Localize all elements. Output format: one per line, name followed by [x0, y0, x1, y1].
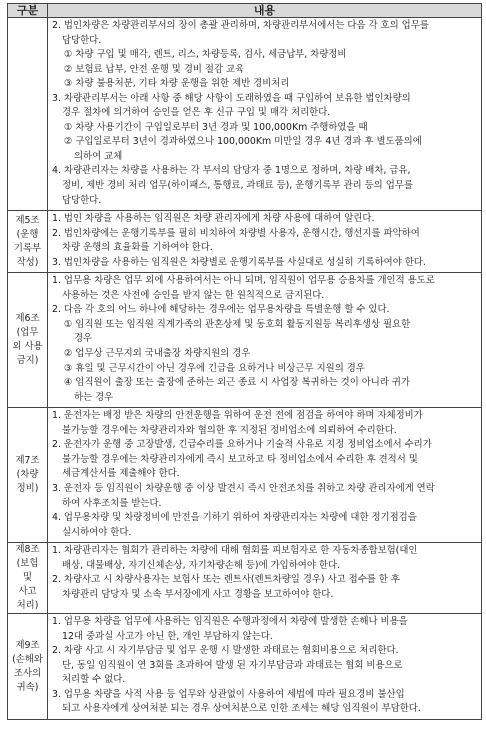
article-label-line: 기록부	[13, 242, 42, 254]
article-content	[48, 273, 482, 408]
content-line: ② 구입일로부터 3년이 경과하였으나 100,000Km 미만일 경우 4년 경과 후 별도품의에	[64, 136, 422, 148]
regulation-table	[7, 3, 482, 720]
article-label	[8, 18, 48, 211]
content-line: 담당한다.	[62, 194, 102, 206]
article-label-line: (운행	[16, 228, 39, 240]
article-label-line: (손해와	[12, 653, 43, 665]
content-line: 2. 법인차량은 차량관리부서의 장이 총괄 관리하며, 차량관리부서에서는 다음 각 호의 업무를	[52, 20, 429, 31]
article-label-line: 외 사용	[12, 341, 43, 353]
content-line: 2. 다음 각 호의 어느 하나에 해당하는 경우에는 업무용차량을 특별운행 할 수 있다.	[52, 304, 390, 316]
article-label-line: 조사의	[13, 667, 42, 679]
content-line: 사용하는 것은 사전에 승인을 받지 않는 한 원칙적으로 금지된다.	[62, 289, 325, 301]
header-content: 내용	[48, 4, 482, 18]
content-line: 정비, 제반 경비 처리 업무(하이패스, 통행료, 과태료 등), 운행기록부 관리 등의 업무를	[62, 180, 413, 192]
content-line: ① 임직원 또는 임직원 직계가족의 관혼상제 및 동호회 활동지원등 복리후생상 필요한	[64, 318, 411, 330]
table-row	[8, 211, 482, 273]
content-line: 실시하여야 한다.	[62, 526, 132, 538]
article-label-line: 및	[22, 572, 33, 584]
content-line: 1. 운전자는 배정 받은 차량의 안전운행을 위하여 운전 전에 점검을 하여야 하며 자체정비가	[52, 410, 423, 422]
content-line: 2. 법인차량에는 운행기록부를 필히 비치하여 차량별 사용자, 운행시간, 행선지를 파악하여	[52, 227, 420, 239]
article-content	[48, 18, 482, 211]
content-line: 3. 법인차량을 사용하는 임직원은 차량별로 운행기록부를 사실대로 성실히 기록하여야 한다.	[52, 256, 426, 268]
article-label-line: 금지)	[16, 355, 39, 367]
content-line: 차량관리 담당자 및 소속 부서장에게 사고 경황을 보고하여야 한다.	[62, 588, 334, 600]
article-content	[48, 211, 482, 273]
article-label-line: (보험	[16, 558, 39, 570]
content-line: ③ 휴일 및 근무시간이 아닌 경우에 긴급을 요하거나 비상근무 지원의 경우	[64, 362, 365, 374]
article-label	[8, 408, 48, 543]
content-line: ② 업무상 근무지외 국내출장 차량지원의 경우	[64, 348, 251, 360]
article-label-line: 제7조	[15, 455, 40, 467]
content-line: ① 차량 사용기간이 구입일로부터 3년 경과 및 100,000Km 주행하였을 때	[64, 121, 368, 133]
content-line: 3. 운전자 등 임직원이 차량운행 중 이상 발견시 즉시 안전조치를 취하고 차량 관리자에게 연락	[52, 482, 435, 494]
content-line: 2. 차량사고 시 차량사용자는 보험사 또는 렌트사(렌트차량일 경우) 사고 접수를 한 후	[52, 574, 400, 586]
content-line: 4. 차량관리자는 차량을 사용하는 각 부서의 담당자 중 1명으로 정하며, 차량 배차, 급유,	[52, 165, 411, 177]
content-line: 3. 차량관리부서는 아래 사항 중 해당 사항이 도래하였을 때 구입하여 보유한 법인차량의	[52, 92, 411, 104]
table-row	[8, 273, 482, 408]
table-row	[8, 543, 482, 614]
content-line: 1. 업무용 차량을 업무에 사용하는 임직원은 수행과정에서 차량에 발생한 손해나 비용을	[52, 616, 408, 628]
content-line: 되고 사용자에게 상여처분 되는 경우 상여처분으로 인한 조세는 해당 임직원이 부담한다.	[62, 703, 421, 715]
content-line: 경우 절차에 의거하여 승인을 얻은 후 신규 구입 및 매각 처리한다.	[62, 107, 331, 119]
content-line: 2. 운전자가 운행 중 고장발생, 긴급수리를 요하거나 기술적 사유로 지정 정비업소에서 수리가	[52, 439, 432, 451]
content-line: 담당한다.	[62, 34, 102, 46]
content-line: ② 보험료 납부, 안전 운행 및 경비 절감 교육	[64, 63, 245, 75]
article-label-line: 제5조	[15, 214, 40, 226]
content-line: 3. 업무용 차량을 사적 사용 등 업무와 상관없이 사용하여 세법에 따라 필요경비 불산입	[52, 688, 405, 700]
content-line: 불가능할 경우에는 차량관리자에게 즉시 보고하고 타 정비업소에서 수리한 후 견적서 및	[62, 453, 418, 465]
article-label	[8, 211, 48, 273]
table-row	[8, 408, 482, 543]
article-label-line: 작성)	[16, 256, 39, 268]
content-line: ① 차량 구입 및 매각, 렌트, 리스, 차량등록, 검사, 세금납부, 차량정비	[64, 49, 347, 61]
table-body	[8, 18, 482, 720]
table-row	[8, 614, 482, 720]
content-line: 1. 업무용 차량은 업무 외에 사용하여서는 아니 되며, 임직원이 업무용 승용차를 개인적 용도로	[52, 275, 435, 287]
article-label-line: 귀속)	[16, 681, 39, 693]
content-line: 12대 중과실 사고가 아닌 한, 개인 부담하지 않는다.	[62, 630, 273, 642]
article-label	[8, 543, 48, 614]
article-label	[8, 273, 48, 408]
article-label-line: 제6조	[15, 313, 40, 325]
article-label	[8, 614, 48, 720]
article-content	[48, 543, 482, 614]
content-line: 처리할 수 없다.	[62, 674, 126, 686]
content-line: 하는 경우	[74, 391, 114, 403]
article-label-line: 사고	[18, 586, 37, 598]
content-line: 불가능할 경우에는 차량관리자와 협의한 후 지정된 정비업소에 의뢰하여 수리한다.	[62, 424, 397, 436]
table-row	[8, 18, 482, 211]
content-line: 의하여 교체	[74, 150, 123, 162]
article-label-line: 제8조	[15, 544, 40, 556]
content-line: 4. 업무용차량 및 차량정비에 만전을 기하기 위하여 차량관리자는 차량에 대한 정기점검을	[52, 512, 417, 524]
article-label-line: 처리)	[16, 600, 39, 612]
content-line: 단, 동일 임직원이 연 3회를 초과하여 발생 된 자기부담금과 과태료는 협회 비용으로	[62, 659, 403, 671]
article-label-line: 제9조	[15, 639, 40, 651]
content-line: 2. 차량 사고 시 자기부담금 및 업무 운행 시 발생한 과태료는 협회비용으로 처리한다.	[52, 645, 399, 657]
article-content	[48, 614, 482, 720]
article-label-line: (업무	[16, 327, 39, 339]
header-category: 구분	[8, 4, 48, 18]
article-content	[48, 408, 482, 543]
article-label-line: 정비)	[16, 483, 39, 495]
content-line: ④ 임직원이 출장 또는 출장에 준하는 외근 종료 시 사업장 복귀하는 것이 아니라 귀가	[64, 377, 411, 389]
content-line: 차량 운행의 효율화를 기하여야 한다.	[62, 242, 213, 254]
content-line: ③ 차량 불용처분, 기타 차량 운행을 위한 제반 경비처리	[64, 78, 290, 90]
content-line: 1. 차량관리자는 협회가 관리하는 차량에 대해 협회를 피보험자로 한 자동차종합보험(대인	[52, 545, 418, 557]
content-line: 세금계산서를 제출해야 한다.	[62, 468, 180, 480]
content-line: 경우	[74, 333, 93, 345]
content-line: 1. 법인 차량을 사용하는 임직원은 차량 관리자에게 차량 사용에 대하여 알린다.	[52, 213, 375, 225]
article-label-line: (차량	[16, 469, 39, 481]
content-line: 배상, 대물배상, 자기신체손상, 자기차량손해 등)에 가입하여야 한다.	[62, 559, 340, 571]
content-line: 하여 사후조치를 받는다.	[62, 497, 162, 509]
table-header-row	[8, 4, 482, 18]
